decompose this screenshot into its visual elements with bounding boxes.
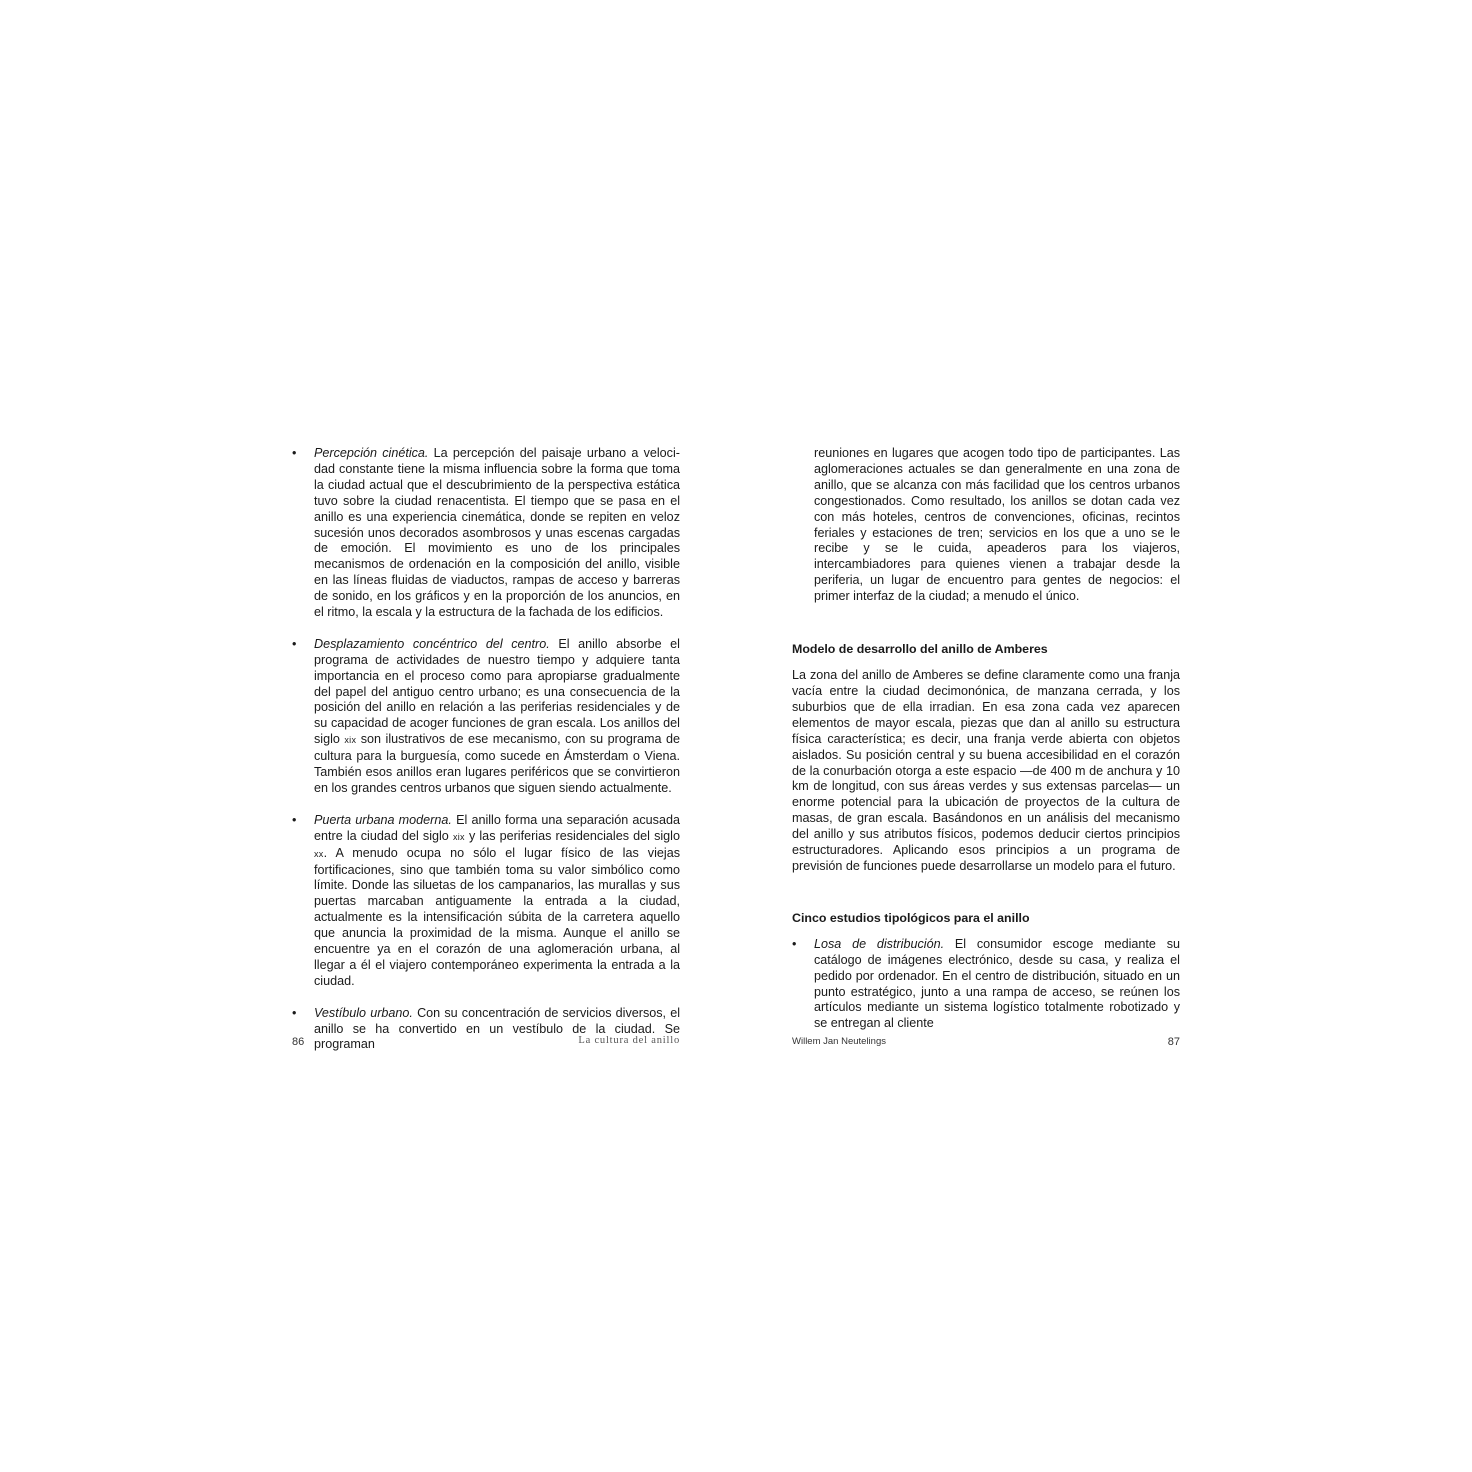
item-title: Puerta urbana moderna. bbox=[314, 812, 452, 827]
list-item-percepcion-cinetica bbox=[292, 446, 680, 621]
item-body: El consumidor escoge mediante su catálogo de imágenes electrónico, desde su casa, y realiza el pedido por ordenador. En el centro de distribución, situado en un punto estratégico, junto a una rampa de acceso, se reúnen los artículos mediante un sistema logístico totalmente robotizado y se entregan al cliente bbox=[814, 936, 1180, 1031]
list-item-puerta-urbana bbox=[292, 813, 680, 990]
left-page bbox=[292, 446, 680, 1053]
item-body: El anillo forma una separación acusada entre la ciudad del siglo bbox=[314, 812, 680, 843]
century-numeral: xx bbox=[314, 848, 324, 859]
list-item-losa-distribucion bbox=[792, 937, 1180, 1032]
item-title: Desplazamiento concéntrico del centro. bbox=[314, 636, 550, 651]
item-title: Percepción cinética. bbox=[314, 446, 429, 460]
bullet-marker: • bbox=[292, 812, 297, 827]
bullet-marker: • bbox=[792, 936, 797, 951]
item-body-end: . A menudo ocupa no sólo el lugar físico de las viejas fortificaciones, sino que también toma su valor simbólico como límite. Donde las siluetas de los campanarios, las murallas y sus puertas marcaban antiguamente la entrada a la ciudad, actualmente es la intensificación súbita de la carretera aquello que anuncia la proximidad de la misma. Aunque el anillo se encuentre ya en el corazón de una aglomeración urbana, al llegar a él el viajero contemporáneo experimenta la entrada a la ciudad. bbox=[314, 845, 680, 988]
item-body-cont: son ilustrativos de ese mecanismo, con su programa de cultura para la burguesía, como sucede en Ámsterdam o Viena. También esos anillos eran lugares periféricos que se convirtieron en los grandes centros urbanos que siguen siendo actualmente. bbox=[314, 732, 680, 796]
item-title: Losa de distribución. bbox=[814, 936, 945, 951]
century-numeral: xix bbox=[452, 831, 465, 842]
bullet-marker: • bbox=[292, 1005, 297, 1020]
paragraph-modelo: La zona del anillo de Amberes se define claramente como una franja vacía entre la ciudad decimonónica, de manzana cerrada, y los suburbios que de ella irradian. En esa zona cada vez aparecen elementos de mayor escala, piezas que dan al anillo su estructura física característica; es decir, una franja verde abierta con objetos aislados. Su posición central y su buena accesibilidad en el corazón de la conurbación otorga a este espacio —de 400 m de anchura y 10 km de longitud, con sus áreas verdes y sus extensas parcelas— un enorme potencial para la ubicación de proyectos de la cultura de masas, de gran escala. Basándonos en un análisis del mecanismo del anillo y sus atributos físicos, podemos deducir ciertos principios estructuradores. Aplicando esos principios a un programa de previsión de funciones puede desarrollarse un modelo para el futuro. bbox=[792, 668, 1180, 873]
list-item-vestibulo-urbano bbox=[292, 1006, 680, 1054]
running-head-left: La cultura del anillo bbox=[578, 1035, 680, 1046]
century-numeral: xix bbox=[344, 735, 357, 746]
item-body: Con su concentración de servicios diversos, el anillo se ha convertido en un vestíbulo de la ciudad. Se programan bbox=[314, 1005, 680, 1052]
page-number-right: 87 bbox=[1167, 1036, 1180, 1048]
running-head-right: Willem Jan Neutelings bbox=[792, 1036, 886, 1047]
section-heading-cinco-estudios: Cinco estudios tipológicos para el anillo bbox=[792, 910, 1030, 925]
bullet-marker: • bbox=[292, 636, 297, 651]
list-item-desplazamiento-concentrico bbox=[292, 637, 680, 797]
page-number-left: 86 bbox=[292, 1036, 305, 1048]
item-body-cont: y las periferias residenciales del siglo bbox=[464, 828, 680, 843]
right-page bbox=[792, 446, 1180, 1032]
item-body: El anillo absorbe el programa de actividades de nuestro tiempo y adquiere tanta importancia en el proceso como para apropiarse gradualmente del papel del antiguo centro urbano; es una consecuencia de la posición del anillo en relación a las periferias residenciales y de su capacidad de acoger funciones de gran escala. Los anillos del siglo bbox=[314, 636, 680, 747]
continued-paragraph: reuniones en lugares que acogen todo tipo de participantes. Las aglomeraciones actuales se dan generalmente en una zona de anillo, que se alcanza con más facilidad que los centros urbanos congestionados. Como resultado, los anillos se dotan cada vez con más hoteles, centros de convenciones, oficinas, recintos feriales y estaciones de tren; servicios en los que a uno se le recibe y se le cuida, apeaderos para los viajeros, intercambiadores para quienes vienen a trabajar desde la periferia, un lugar de encuentro para gentes de negocios: el primer interfaz de la ciudad; a menudo el único. bbox=[814, 446, 1180, 604]
item-title: Vestíbulo urbano. bbox=[314, 1005, 413, 1020]
item-body: La percepción del paisaje urbano a velocidad constante tiene la misma influencia sobre la forma que toma la ciudad actual que el descubrimiento de la perspectiva estática tuvo sobre la ciudad renacentista. El tiempo que se pasa en el anillo es una experiencia cinemática, donde se repiten en veloz sucesión unos decorados asombrosos y unas escenas cargadas de emoción. El movimiento es uno de los principales mecanismos de ordenación en la composición del anillo, visible en las líneas fluidas de viaductos, rampas de acceso y barreras de sonido, en los gráficos y en la proporción de los anuncios, en el ritmo, la escala y la estructura de la fachada de los edificios. bbox=[314, 446, 680, 620]
bullet-marker: • bbox=[292, 446, 297, 460]
section-heading-modelo: Modelo de desarrollo del anillo de Amberes bbox=[792, 642, 1048, 657]
